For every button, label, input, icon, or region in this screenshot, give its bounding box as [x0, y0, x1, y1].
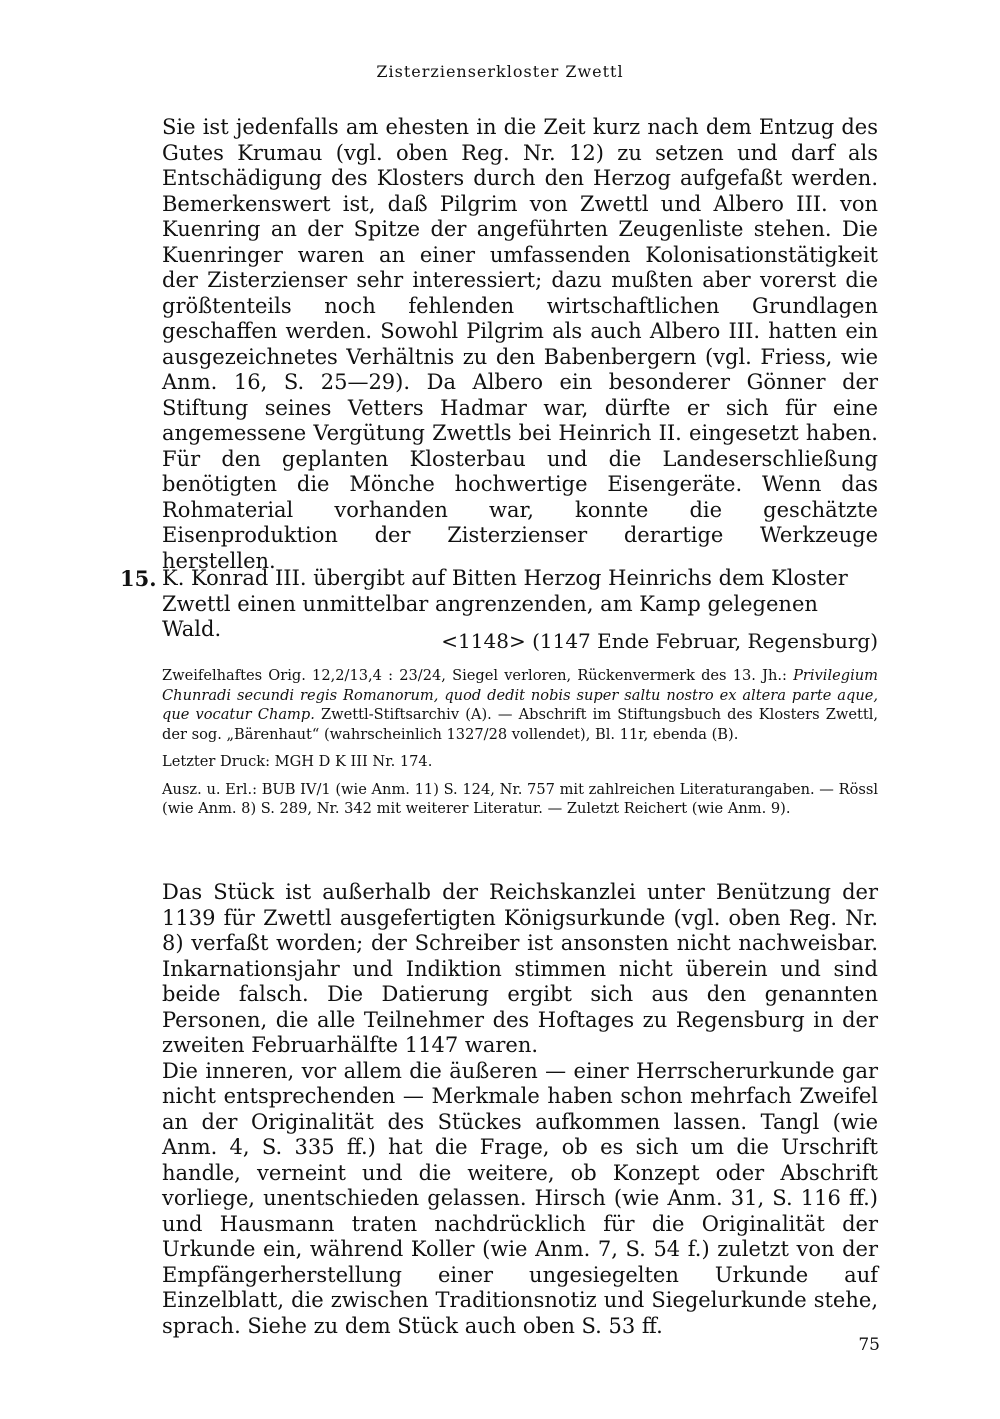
literature-note: Ausz. u. Erl.: BUB IV/1 (wie Anm. 11) S. 124, Nr. 757 mit zahlreichen Literaturangaben. — Rössl (wie Anm. 8) S. 289, Nr. 342 mit weiterer Literatur. — Zuletzt Reichert (wie Anm. 9). — [162, 780, 878, 817]
paragraph-3: Die inneren, vor allem die äußeren — einer Herrscherurkunde gar nicht entsprechenden — Merkmale haben schon mehrfach Zweifel an der Originalität des Stückes aufkommen lassen. Tangl (wie Anm. 4, S. 335 ff.) hat die Frage, ob es sich um die Urschrift handle, verneint und die weitere, ob Konzept oder Abschrift vorliege, unentschieden gelassen. Hirsch (wie Anm. 31, S. 116 ff.) und Hausmann traten nachdrücklich für die Originalität der Urkunde ein, während Koller (wie Anm. 7, S. 54 f.) zuletzt von der Empfängerherstellung einer ungesiegelten Urkunde auf Einzelblatt, die zwischen Traditionsnotiz und Siegelurkunde stehe, sprach. Siehe zu dem Stück auch oben S. 53 ff. — [162, 1058, 878, 1338]
entry-number: 15. — [120, 566, 157, 591]
entry-title: K. Konrad III. übergibt auf Bitten Herzog Heinrichs dem Kloster Zwettl einen unmittelbar angrenzenden, am Kamp gelegenen Wald. — [162, 566, 848, 641]
page-number: 75 — [858, 1335, 880, 1355]
paragraph-1-text: Sie ist jedenfalls am ehesten in die Zeit kurz nach dem Entzug des Gutes Krumau (vgl. oben Reg. Nr. 12) zu setzen und darf als Entschädigung des Klosters durch den Herzog aufgefaßt werden. Bemerkenswert ist, daß Pilgrim von Zwettl und Albero III. von Kuenring an der Spitze der angeführten Zeugenliste stehen. Die Kuenringer waren an einer umfassenden Kolonisationstätigkeit der Zisterzienser sehr interessiert; dazu mußten aber vorerst die größtenteils noch fehlenden wirtschaftlichen Grundlagen geschaffen werden. Sowohl Pilgrim als auch Albero III. hatten ein ausgezeichnetes Verhältnis zu den Babenbergern (vgl. Friess, wie Anm. 16, S. 25—29). Da Albero ein besonderer Gönner der Stiftung seines Vetters Hadmar war, dürfte er sich für eine angemessene Vergütung Zwettls bei Heinrich II. eingesetzt haben. Für den geplanten Klosterbau und die Landeserschließung benötigten die Mönche hochwertige Eisengeräte. Wenn das Rohmaterial vorhanden war, konnte die geschätzte Eisenproduktion der Zisterzienser derartige Werkzeuge herstellen. — [162, 115, 878, 573]
entry-dating: <1148> (1147 Ende Februar, Regensburg) — [441, 629, 878, 653]
paragraph-1 — [162, 115, 878, 574]
commentary — [162, 880, 878, 1339]
tradition-text-b: Zwettl-Stiftsarchiv (A). — Abschrift im Stiftungsbuch des Klosters Zwettl, der sog. „Bärenhaut“ (wahrscheinlich 1327/28 vollendet), Bl. 11r, ebenda (B). — [162, 706, 878, 743]
tradition-dorsal-note: Privilegium Chunradi secundi regis Romanorum, quod dedit nobis super saltu nostro ex altera parte aque, que vocatur Champ. — [162, 667, 878, 723]
running-head: Zisterzienserkloster Zwettl — [376, 62, 624, 81]
tradition-text-a: Zweifelhaftes Orig. 12,2/13,4 : 23/24, Siegel verloren, Rückenvermerk des 13. Jh.: — [162, 667, 794, 684]
print-note: Letzter Druck: MGH D K III Nr. 174. — [162, 753, 433, 770]
entry-notes — [162, 666, 878, 827]
tradition-note — [162, 666, 878, 744]
paragraph-2: Das Stück ist außerhalb der Reichskanzlei unter Benützung der 1139 für Zwettl ausgefertigten Königsurkunde (vgl. oben Reg. Nr. 8) verfaßt worden; der Schreiber ist ansonsten nicht nachweisbar. Inkarnationsjahr und Indiktion stimmen nicht überein und sind beide falsch. Die Datierung ergibt sich aus den genannten Personen, die alle Teilnehmer des Hoftages zu Regensburg in der zweiten Februarhälfte 1147 waren. — [162, 880, 878, 1057]
